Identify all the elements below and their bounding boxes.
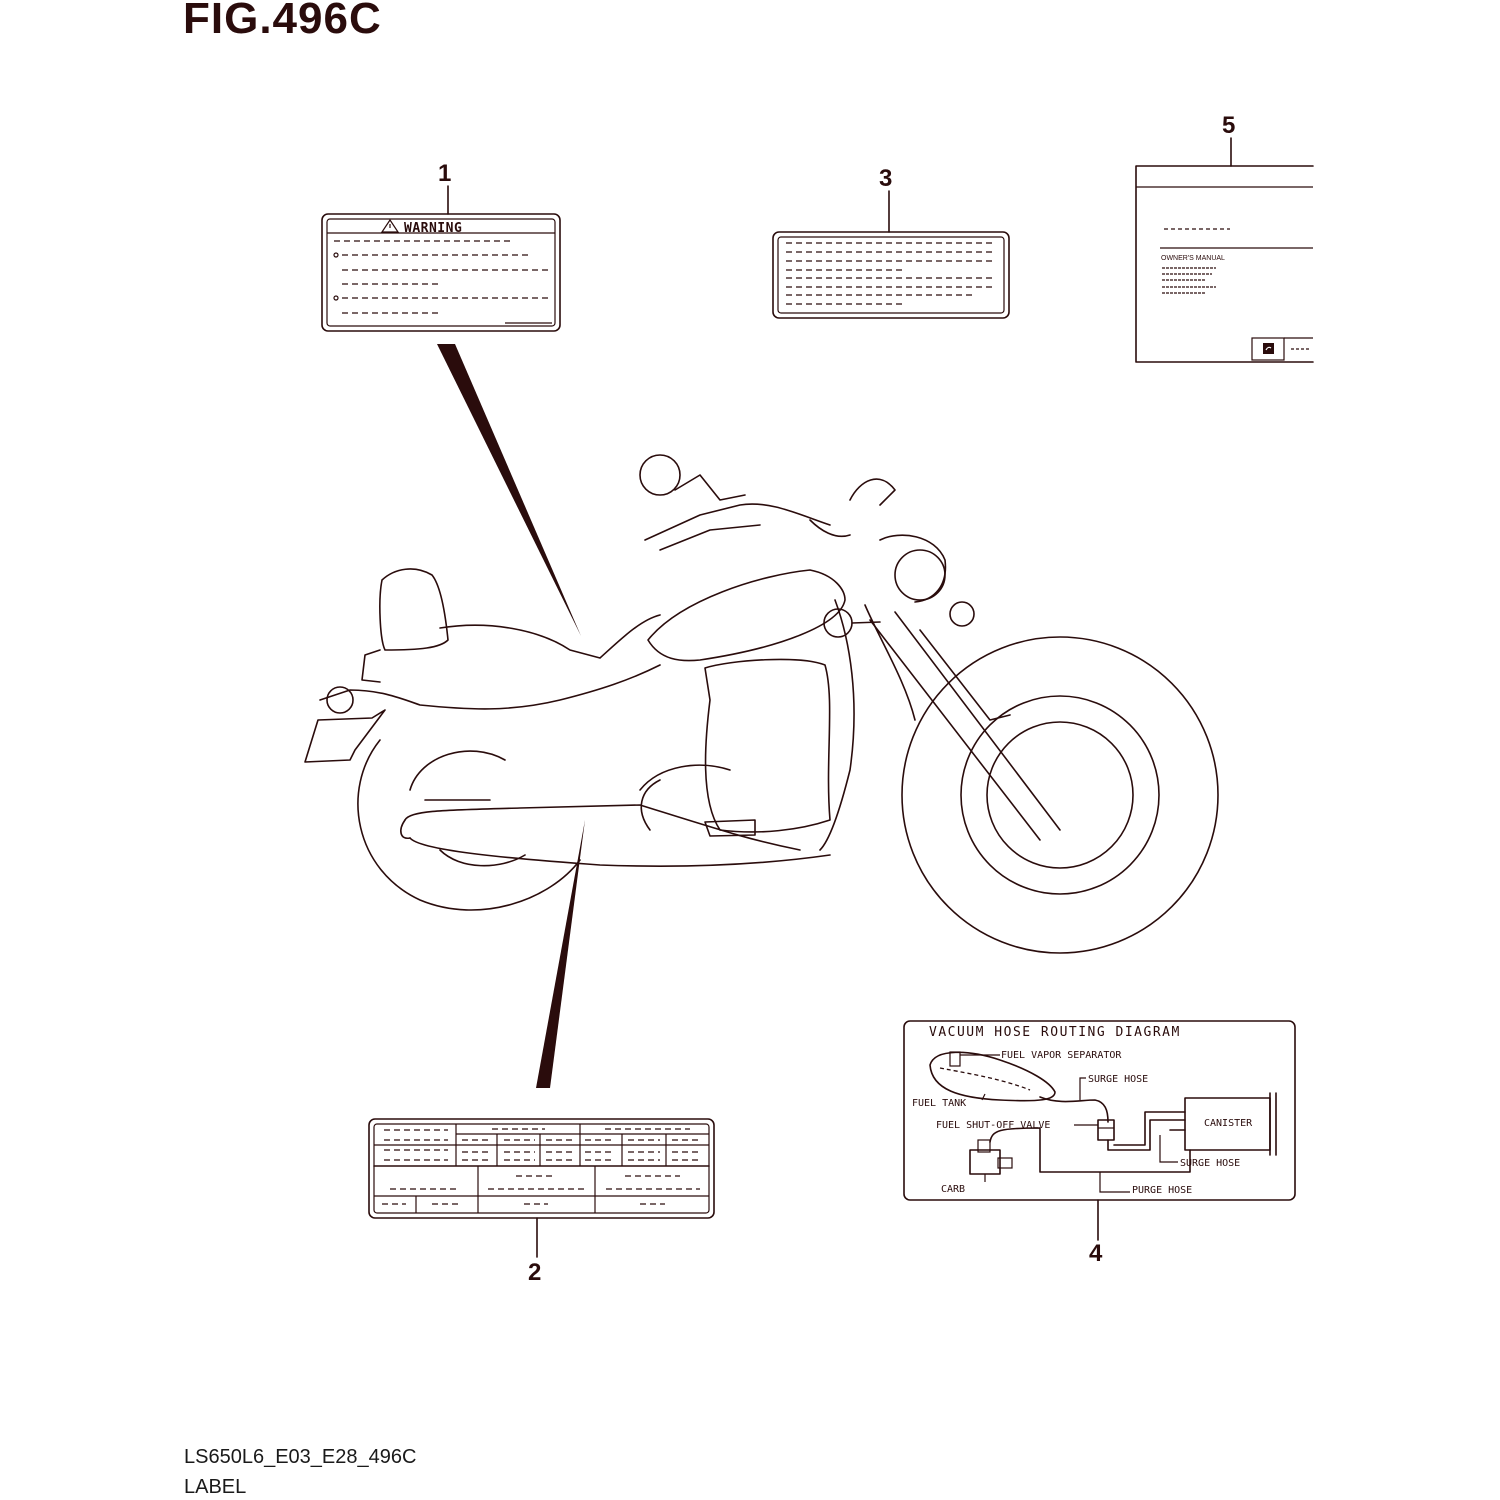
surge-hose-top-label: SURGE HOSE (1088, 1074, 1149, 1085)
label-5-owners-manual[interactable] (1136, 166, 1313, 362)
label-1-warning[interactable] (322, 214, 560, 331)
fuel-shutoff-valve-shape (1098, 1120, 1114, 1140)
leader-arrow-1 (437, 344, 581, 636)
footer-code: LS650L6_E03_E28_496C (184, 1446, 417, 1468)
surge-hose-bottom-label: SURGE HOSE (1180, 1158, 1241, 1169)
canister-label: CANISTER (1204, 1118, 1253, 1129)
callout-2: 2 (528, 1259, 542, 1286)
callout-3: 3 (879, 165, 893, 192)
fuel-vapor-separator-label: FUEL VAPOR SEPARATOR (1001, 1050, 1122, 1061)
figure-title: FIG.496C (183, 0, 382, 43)
label-4-vacuum-hose-diagram[interactable] (904, 1021, 1295, 1200)
warning-triangle-icon (382, 220, 398, 232)
callout-4: 4 (1089, 1240, 1103, 1267)
label-3[interactable] (773, 232, 1009, 318)
warning-text: WARNING (404, 221, 463, 236)
fuel-shutoff-valve-label: FUEL SHUT-OFF VALVE (936, 1120, 1051, 1131)
vacuum-diagram-title: VACUUM HOSE ROUTING DIAGRAM (929, 1025, 1181, 1040)
carb-label: CARB (941, 1184, 966, 1195)
carb-shape (970, 1140, 1012, 1182)
fuel-tank-label: FUEL TANK (912, 1098, 967, 1109)
owners-manual-text: OWNER'S MANUAL (1161, 255, 1225, 262)
motorcycle-illustration (305, 455, 1218, 953)
label-2[interactable] (369, 1119, 714, 1218)
brand-logo-icon (1263, 343, 1274, 354)
callout-1: 1 (438, 160, 452, 187)
callout-5: 5 (1222, 112, 1236, 139)
purge-hose-label: PURGE HOSE (1132, 1185, 1193, 1196)
footer-label: LABEL (184, 1476, 247, 1498)
